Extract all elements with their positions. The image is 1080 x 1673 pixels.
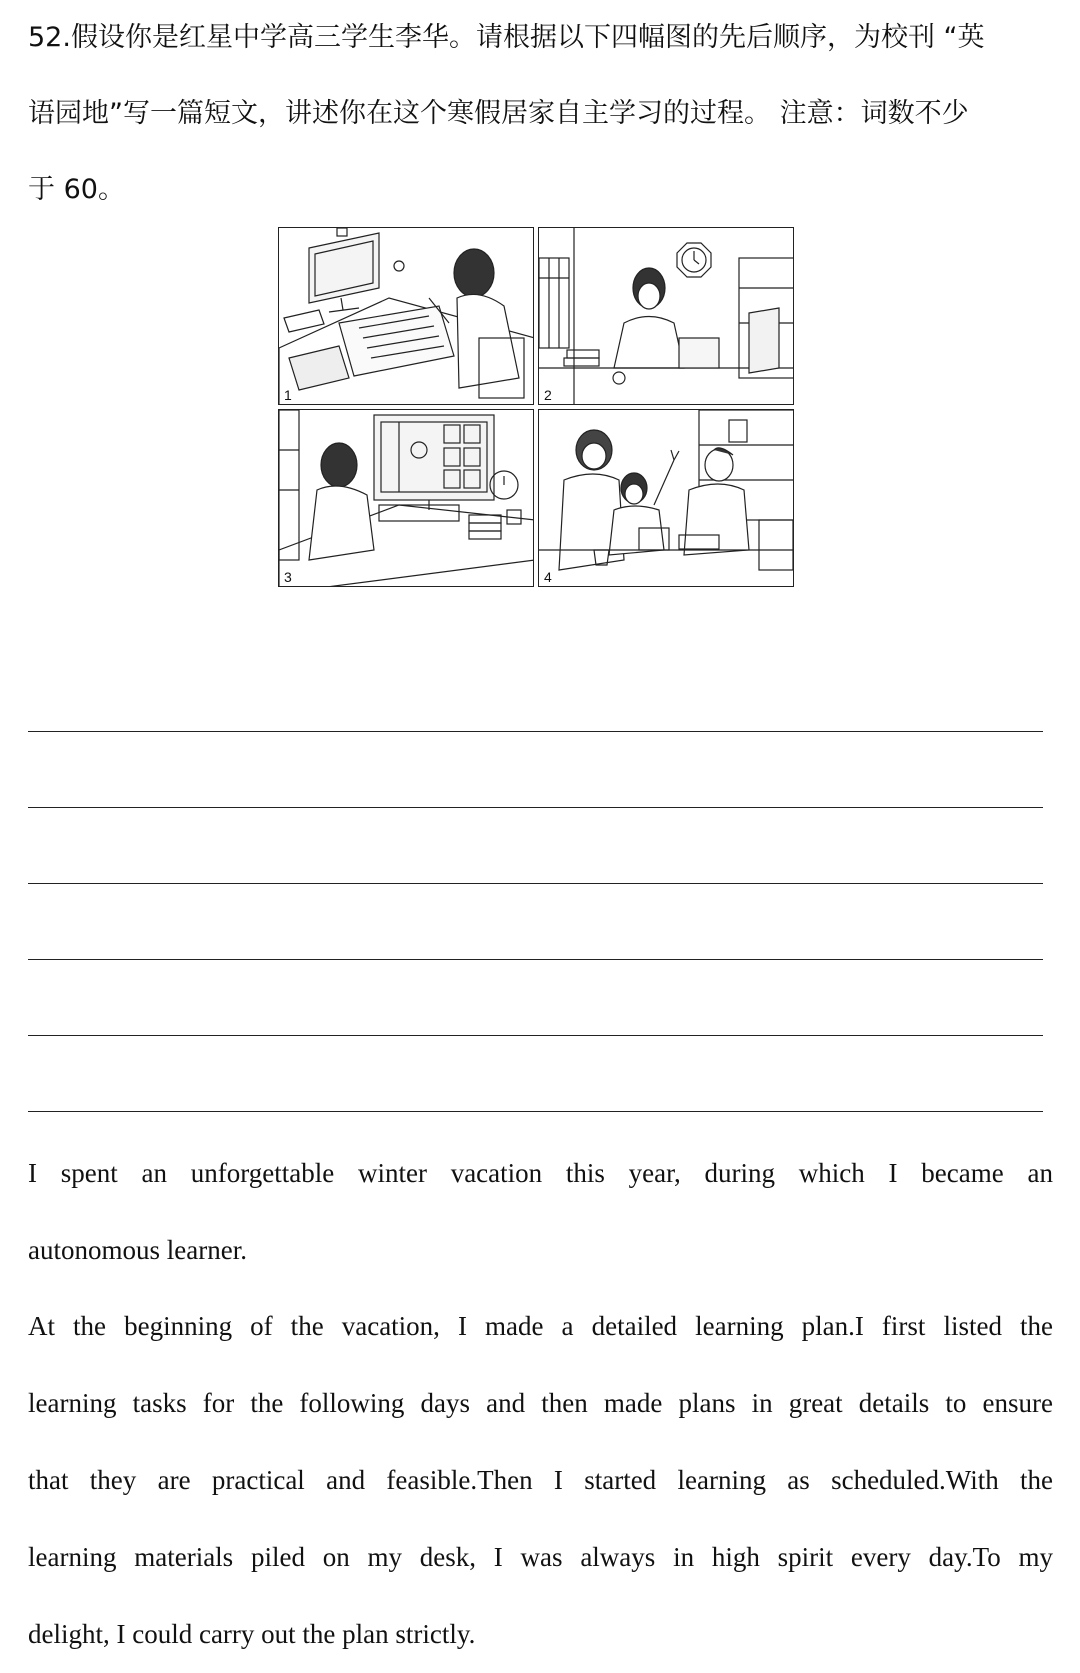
answer-line [28,883,1043,884]
panel-number: 4 [544,569,552,585]
answer-line [28,959,1043,960]
answer-line [28,1035,1043,1036]
question-prompt [28,0,1058,228]
essay-paragraph-1 [28,1135,1053,1289]
essay-paragraph-2 [28,1288,1053,1673]
essay-line: delight, I could carry out the plan strictly. [28,1619,476,1649]
panel-4-family-celebrating [538,409,794,587]
essay-line: that they are practical and feasible.Then I started learning as scheduled.With the [28,1465,1053,1495]
answer-line [28,807,1043,808]
essay-line: I spent an unforgettable winter vacation this year, during which I became an [28,1158,1053,1188]
question-line: 于 60。 [28,174,125,205]
question-line: 语园地”写一篇短文，讲述你在这个寒假居家自主学习的过程。 注意：词数不少 [28,98,969,129]
essay-line: At the beginning of the vacation, I made a detailed learning plan.I first listed the [28,1311,1053,1341]
question-line: 52.假设你是红星中学高三学生李华。请根据以下四幅图的先后顺序，为校刊 “英 [28,22,985,53]
panel-number: 1 [284,387,292,403]
answer-line [28,1111,1043,1112]
panel-3-online-class [278,409,534,587]
essay-line: learning materials piled on my desk, I was always in high spirit every day.To my [28,1542,1053,1572]
panel-1-making-plan [278,227,534,405]
four-panel-illustration [278,227,798,591]
answer-line [28,731,1043,732]
panel-number: 2 [544,387,552,403]
essay-line: learning tasks for the following days and then made plans in great details to ensure [28,1388,1053,1418]
essay-line: autonomous learner. [28,1235,247,1265]
panel-2-studying-as-scheduled [538,227,794,405]
panel-number: 3 [284,569,292,585]
